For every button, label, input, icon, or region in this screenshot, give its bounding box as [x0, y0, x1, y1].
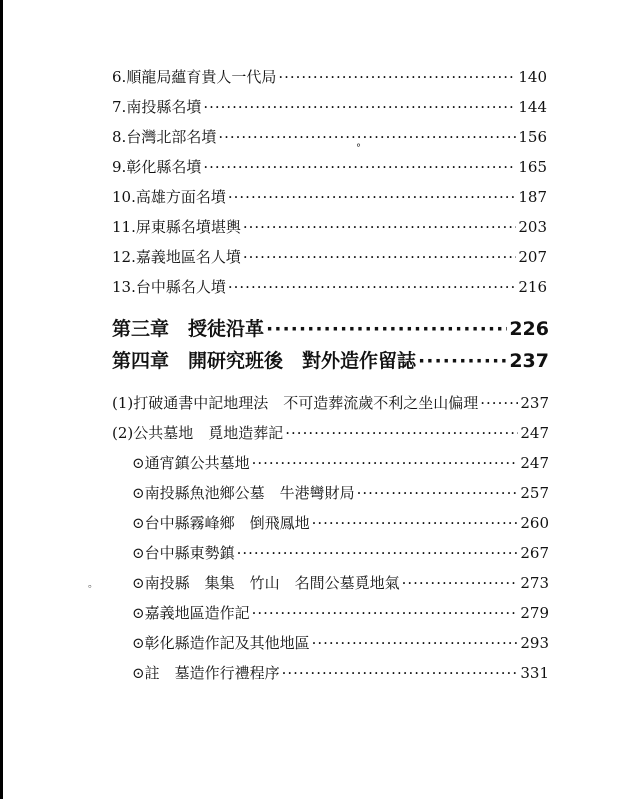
entry-page: 237: [520, 394, 549, 412]
toc-subitem[interactable]: [132, 632, 549, 653]
subitem-page: 331: [520, 664, 549, 682]
entry-number: (1): [112, 394, 134, 412]
entry-number: 7.: [112, 98, 127, 116]
dot-leader: [312, 634, 519, 652]
toc-entry[interactable]: [112, 156, 547, 177]
chapter-page: 237: [509, 350, 549, 372]
entry-page: 187: [518, 188, 547, 206]
dot-leader: [203, 158, 516, 176]
toc-subitem[interactable]: [132, 482, 549, 503]
entry-number: 8.: [112, 128, 127, 146]
subitem-title: 彰化縣造作記及其他地區: [144, 634, 310, 652]
entry-page: 203: [518, 218, 547, 236]
dot-leader: [418, 350, 507, 372]
dot-leader: [480, 394, 518, 412]
subitem-title: 南投縣 集集 竹山 名間公墓覓地氣: [144, 574, 400, 592]
subitem-title: 通宵鎮公共墓地: [144, 454, 250, 472]
toc-chapter[interactable]: [112, 346, 549, 373]
toc-entry[interactable]: [112, 186, 547, 207]
toc-subitem[interactable]: [132, 542, 549, 563]
dot-leader: [237, 544, 519, 562]
circled-dot-icon: ⊙: [132, 604, 145, 622]
dot-leader: [282, 664, 519, 682]
circled-dot-icon: ⊙: [132, 574, 145, 592]
entry-page: 140: [518, 68, 547, 86]
entry-title: 打破通書中記地理法 不可造葬流歲不利之坐山偏理: [133, 394, 479, 412]
entry-title: 高雄方面名墳: [135, 188, 226, 206]
subitem-title: 嘉義地區造作記: [144, 604, 250, 622]
dot-leader: [252, 454, 519, 472]
circled-dot-icon: ⊙: [132, 634, 145, 652]
dot-leader: [266, 318, 507, 340]
dot-leader: [402, 574, 519, 592]
subitem-title: 台中縣霧峰鄉 倒飛鳳地: [144, 514, 310, 532]
toc-entry[interactable]: [112, 422, 549, 443]
subitem-page: 293: [520, 634, 549, 652]
entry-title: 南投縣名墳: [126, 98, 202, 116]
entry-page: 216: [518, 278, 547, 296]
entry-number: 9.: [112, 158, 127, 176]
entry-title: 順龍局蘊育貴人一代局: [126, 68, 277, 86]
chapter-title: 第三章 授徒沿革: [112, 318, 265, 340]
entry-title: 屏東縣名墳堪輿: [135, 218, 241, 236]
dot-leader: [278, 68, 516, 86]
toc-entry[interactable]: [112, 216, 547, 237]
toc-entry[interactable]: [112, 66, 547, 87]
subitem-title: 南投縣魚池鄉公墓 牛港彎財局: [144, 484, 355, 502]
subitem-title: 註 墓造作行禮程序: [144, 664, 280, 682]
stray-mark: 。: [88, 579, 98, 590]
toc-entry[interactable]: [112, 96, 547, 117]
toc-subitem[interactable]: [132, 572, 549, 593]
entry-title: 公共墓地 覓地造葬記: [133, 424, 284, 442]
dot-leader: [243, 218, 516, 236]
entry-number: 13.: [112, 278, 136, 296]
circled-dot-icon: ⊙: [132, 544, 145, 562]
dot-leader: [357, 484, 519, 502]
circled-dot-icon: ⊙: [132, 514, 145, 532]
entry-page: 247: [520, 424, 549, 442]
entry-title: 彰化縣名墳: [126, 158, 202, 176]
toc-chapter[interactable]: [112, 314, 549, 341]
subitem-page: 247: [520, 454, 549, 472]
toc-entry[interactable]: [112, 126, 547, 147]
dot-leader: [312, 514, 519, 532]
entry-page: 156: [518, 128, 547, 146]
circled-dot-icon: ⊙: [132, 664, 145, 682]
dot-leader: [228, 188, 516, 206]
toc-subitem[interactable]: [132, 452, 549, 473]
toc-subitem[interactable]: [132, 602, 549, 623]
dot-leader: [203, 98, 516, 116]
toc-entry[interactable]: [112, 392, 549, 413]
dot-leader: [252, 604, 519, 622]
subitem-page: 260: [520, 514, 549, 532]
subitem-page: 257: [520, 484, 549, 502]
entry-title: 台灣北部名墳: [126, 128, 217, 146]
entry-page: 144: [518, 98, 547, 116]
entry-title: 台中縣名人墳: [135, 278, 226, 296]
dot-leader: [218, 128, 516, 146]
stray-mark: °: [356, 143, 361, 154]
entry-page: 207: [518, 248, 547, 266]
subitem-page: 267: [520, 544, 549, 562]
dot-leader: [243, 248, 516, 266]
circled-dot-icon: ⊙: [132, 454, 145, 472]
toc-subitem[interactable]: [132, 512, 549, 533]
toc-entry[interactable]: [112, 246, 547, 267]
toc-entry[interactable]: [112, 276, 547, 297]
chapter-title: 第四章 開研究班後 對外造作留誌: [112, 350, 417, 372]
entry-number: (2): [112, 424, 134, 442]
chapter-page: 226: [509, 318, 549, 340]
entry-number: 12.: [112, 248, 136, 266]
dot-leader: [285, 424, 518, 442]
subitem-title: 台中縣東勢鎮: [144, 544, 235, 562]
entry-title: 嘉義地區名人墳: [135, 248, 241, 266]
entry-number: 10.: [112, 188, 136, 206]
circled-dot-icon: ⊙: [132, 484, 145, 502]
subitem-page: 273: [520, 574, 549, 592]
toc-subitem[interactable]: [132, 662, 549, 683]
dot-leader: [228, 278, 516, 296]
entry-page: 165: [518, 158, 547, 176]
entry-number: 6.: [112, 68, 127, 86]
subitem-page: 279: [520, 604, 549, 622]
entry-number: 11.: [112, 218, 136, 236]
